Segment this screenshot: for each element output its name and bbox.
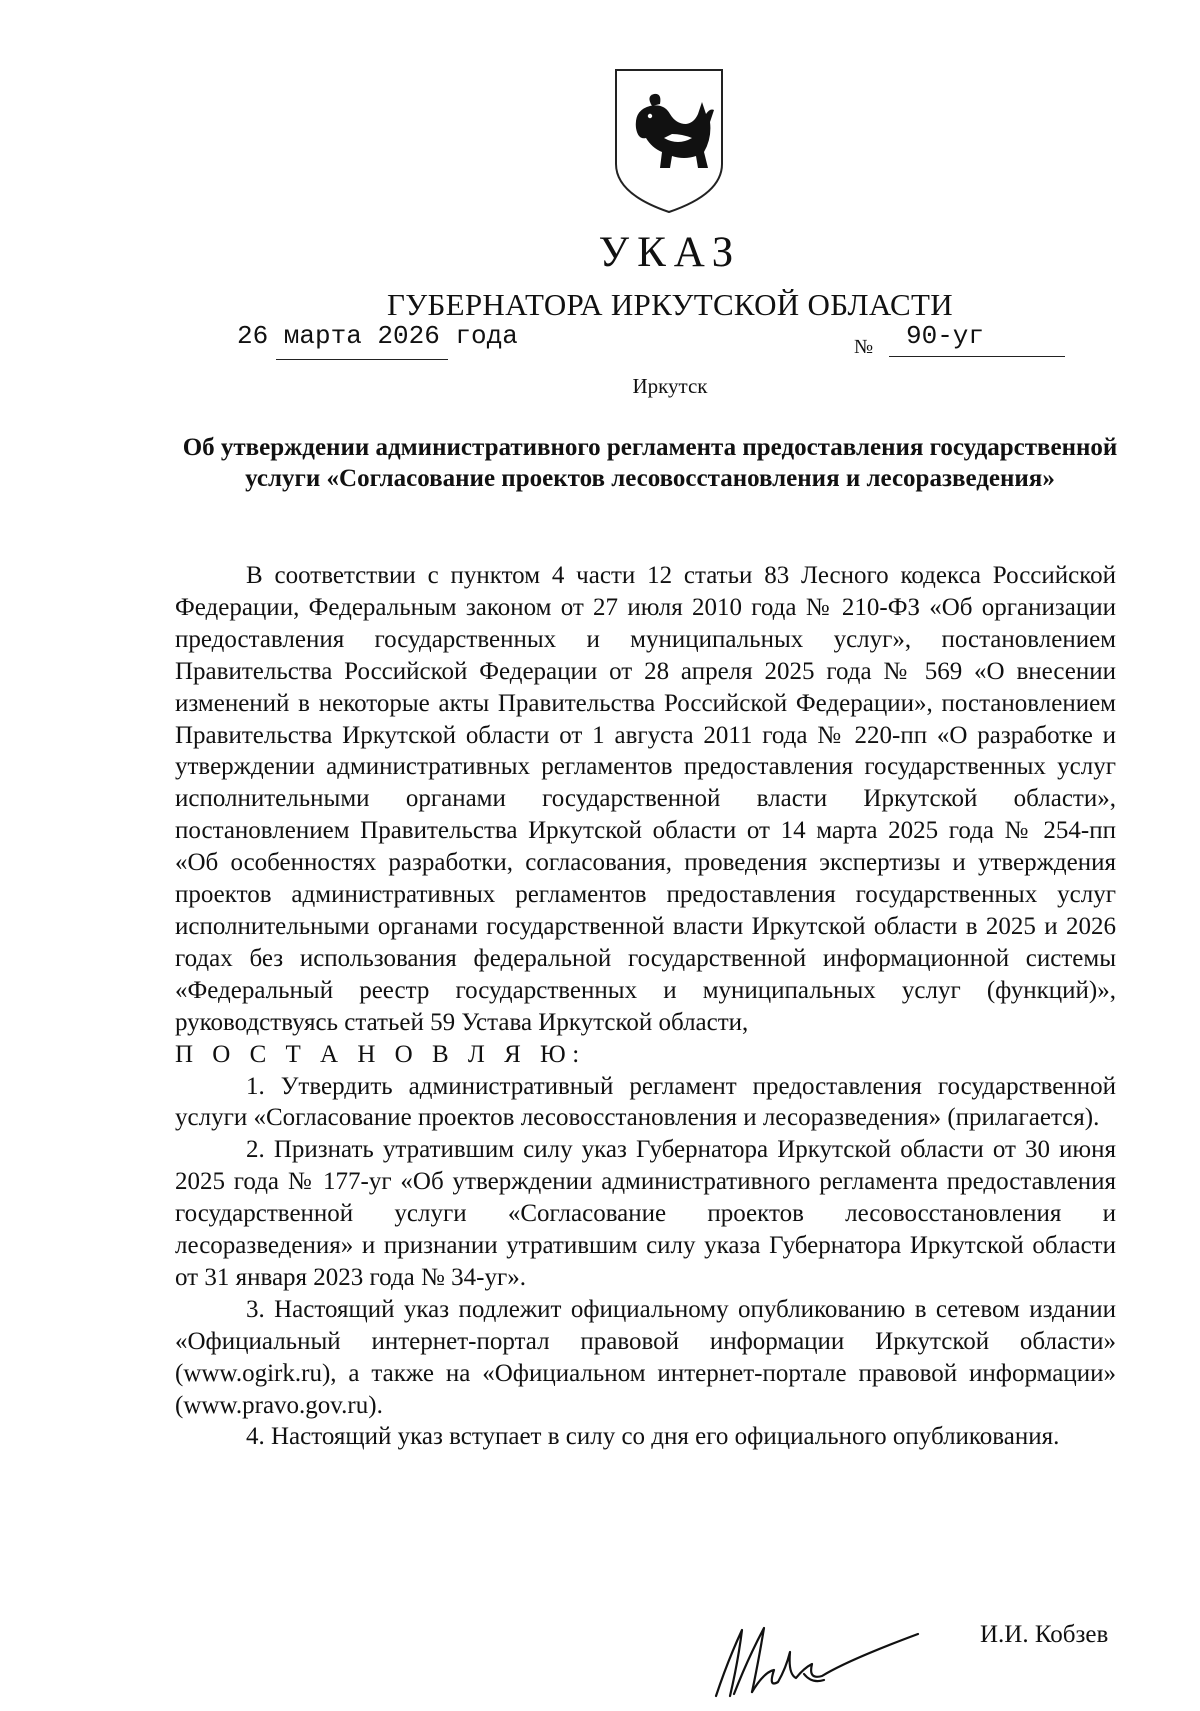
coat-of-arms-icon xyxy=(612,66,726,216)
document-number: 90-уг xyxy=(906,321,985,351)
handwritten-signature xyxy=(708,1612,928,1704)
document-heading: Об утверждении административного регламента предоставления государственной услуги «Согласование проектов лесовосстановления и лесоразведения» xyxy=(182,434,1118,492)
number-sign: № xyxy=(854,336,874,358)
number-underline xyxy=(889,356,1065,357)
document-date: 26 марта 2026 года xyxy=(237,321,518,351)
signer-name: И.И. Кобзев xyxy=(980,1621,1109,1648)
clause-paragraph: 3. Настоящий указ подлежит официальному опубликованию в сетевом издании «Официальный интернет-портал правовой информации Иркутской области» (www.ogirk.ru), а также на «Официальном интернет-портале правовой информации» (www.pravo.gov.ru). xyxy=(175,1295,1116,1419)
clause-paragraph: 2. Признать утратившим силу указ Губернатора Иркутской области от 30 июня 2025 года № 177-уг «Об утверждении административного регламента предоставления государственной услуги «Согласование проектов лесовосстановления и лесоразведения» и признании утратившим силу указа Губернатора Иркутской области от 31 января 2023 года № 34-уг». xyxy=(175,1136,1116,1291)
document-title: УКАЗ xyxy=(598,229,742,276)
document-subtitle: ГУБЕРНАТОРА ИРКУТСКОЙ ОБЛАСТИ xyxy=(387,287,953,322)
preamble-paragraph: В соответствии с пунктом 4 части 12 статьи 83 Лесного кодекса Российской Федерации, Федеральным законом от 27 июля 2010 года № 210-ФЗ «Об организации предоставления государственных и муниципальных услуг», постановлением Правительства Российской Федерации от 28 апреля 2025 года № 569 «О внесении изменений в некоторые акты Правительства Российской Федерации», постановлением Правительства Иркутской области от 1 августа 2011 года № 220-пп «О разработке и утверждении административных регламентов предоставления государственных услуг исполнительными органами государственной власти Иркутской области», постановлением Правительства Иркутской области от 14 марта 2025 года № 254-пп «Об особенностях разработки, согласования, проведения экспертизы и утверждения проектов административных регламентов предоставления государственных услуг исполнительными органами государственной власти Иркутской области в 2025 и 2026 годах без использования федеральной государственной информационной системы «Федеральный реестр государственных и муниципальных услуг (функций)», руководствуясь статьей 59 Устава Иркутской области, xyxy=(175,562,1116,1036)
clause-paragraph: 1. Утвердить административный регламент предоставления государственной услуги «Согласование проектов лесовосстановления и лесоразведения» (прилагается). xyxy=(175,1072,1116,1132)
clause-paragraph: 4. Настоящий указ вступает в силу со дня его официального опубликования. xyxy=(246,1423,1060,1451)
date-underline xyxy=(276,359,448,360)
resolve-word: П О С Т А Н О В Л Я Ю: xyxy=(175,1040,586,1068)
document-city: Иркутск xyxy=(632,374,708,398)
document-body xyxy=(175,560,1116,1453)
